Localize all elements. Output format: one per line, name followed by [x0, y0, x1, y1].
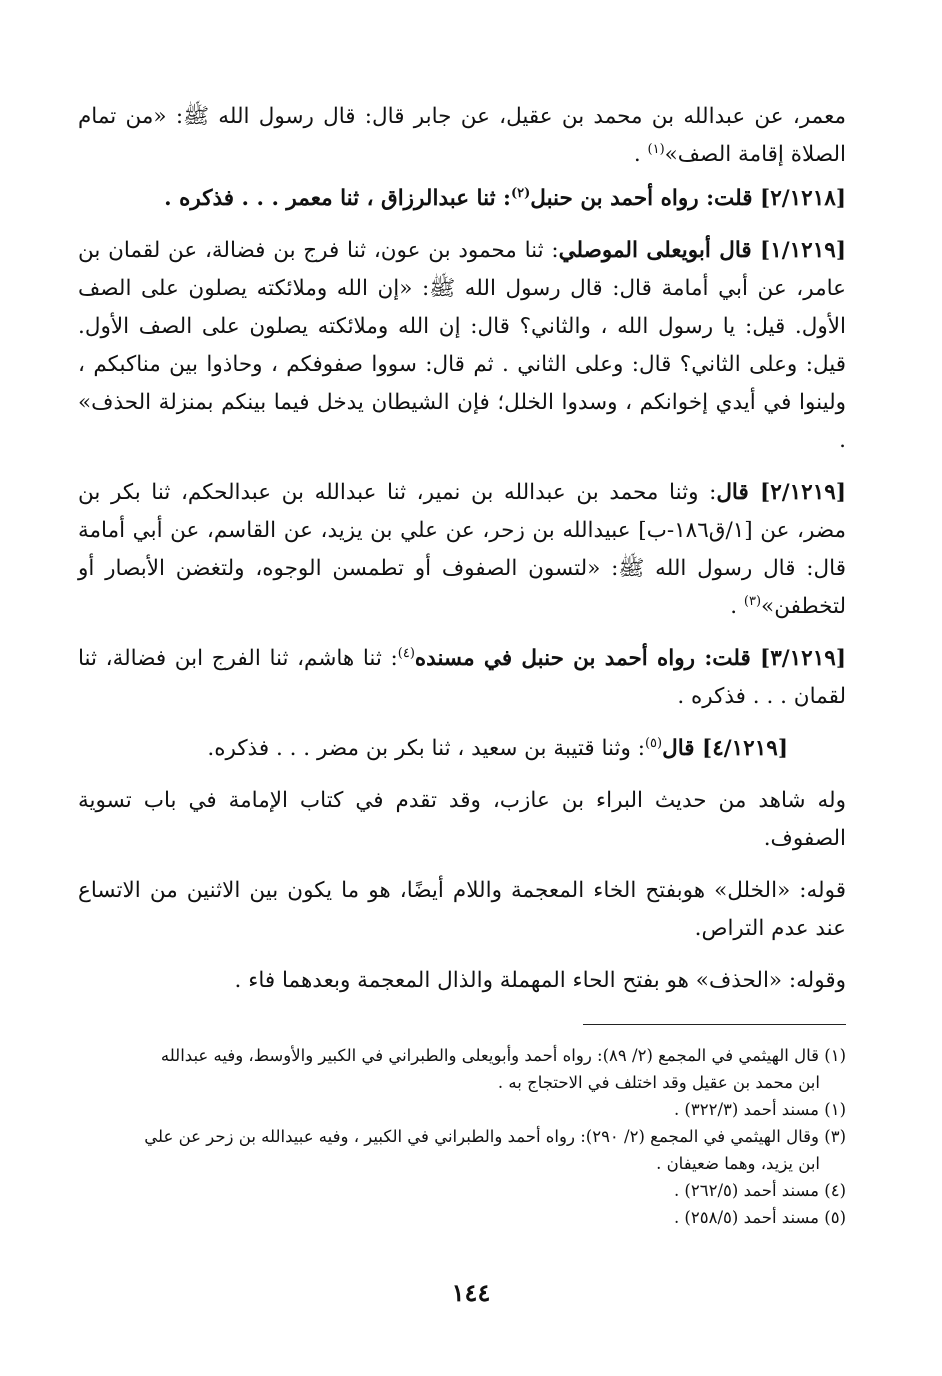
footnote-ref: (٣) — [743, 593, 762, 609]
commentary-paragraph: قوله: «الخلل» هوبفتح الخاء المعجمة واللام أيضًا، هو ما يكون بين الاثنين من الاتساع عند عدم التراص. — [78, 878, 846, 941]
footnote-ref: (١) — [647, 141, 665, 157]
footnotes — [78, 1042, 846, 1231]
hadith-entry-1219-1: [١/١٢١٩] قال أبويعلى الموصلي: ثنا محمود بن عون، ثنا فرج بن فضالة، عن لقمان بن عامر، عن أبي أمامة قال: قال رسول الله ﷺ: «إن الله وملائكته يصلون على الصف الأول. قيل: يا رسول الله ، والثاني؟ قال: إن الله وملائكته يصلون على الصف الأول. قيل: وعلى الثاني؟ قال: وعلى الثاني . ثم قال: سووا صفوفكم ، وحاذوا بين مناكبكم ، ولينوا في أيدي إخوانكم ، وسدوا الخلل؛ فإن الشيطان يدخل فيما بينكم بمنزلة الحذف» . — [78, 238, 847, 453]
footnote-continuation: ابن محمد بن عقيل وقد اختلف في الاحتجاج به . — [497, 1073, 820, 1092]
hadith-entry-1218-2: [٢/١٢١٨] قلت: رواه أحمد بن حنبل$^{(٢)}$: ثنا عبدالرزاق ، ثنا معمر . . . فذكره . — [164, 185, 846, 211]
hadith-entry-1219-2: [٢/١٢١٩] قال: وثنا محمد بن عبدالله بن نمير، ثنا عبدالله بن عبدالحكم، ثنا بكر بن مضر، عن [١/ق١٨٦-ب] عبيدالله بن زحر، عن علي بن يزيد، عن القاسم، عن أبي أمامة قال: قال رسول الله ﷺ: «لتسون الصفوف أو تطمسن الوجوه، ولتغضن الأبصار أو لتخطفن»$^{(٣)}$ . — [78, 480, 846, 619]
footnote-divider — [583, 1024, 846, 1025]
footnote: (٤) مسند أحمد (٢٦٢/٥) . — [673, 1181, 846, 1200]
commentary-paragraph: وقوله: «الحذف» هو بفتح الحاء المهملة والذال المعجمة وبعدهما فاء . — [234, 968, 846, 993]
footnote: (٥) مسند أحمد (٢٥٨/٥) . — [673, 1208, 846, 1227]
hadith-entry-1219-3: [٣/١٢١٩] قلت: رواه أحمد بن حنبل في مسنده$^{(٤)}$: ثنا هاشم، ثنا الفرج ابن فضالة، ثنا لقمان . . . فذكره . — [78, 645, 846, 709]
page-number: ١٤٤ — [451, 1278, 491, 1307]
footnote-continuation: ابن يزيد، وهما ضعيفان . — [656, 1154, 820, 1173]
footnote-ref: (٤) — [397, 645, 415, 661]
main-text — [78, 98, 846, 1014]
footnote-ref: (٥) — [644, 735, 663, 751]
paragraph-continuation: معمر، عن عبدالله بن محمد بن عقيل، عن جابر قال: قال رسول الله ﷺ: «من تمام الصلاة إقامة الصف»$^{(١)}$ . — [78, 104, 846, 167]
footnote: (١) مسند أحمد (٣٢٢/٣) . — [673, 1100, 846, 1119]
footnote-ref: (٢) — [510, 185, 531, 201]
footnote: (٣) وقال الهيثمي في المجمع (٢/ ٢٩٠): رواه أحمد والطبراني في الكبير ، وفيه عبيدالله بن زحر عن علي — [144, 1127, 846, 1146]
hadith-entry-1219-4: [٤/١٢١٩] قال$^{(٥)}$: وثنا قتيبة بن سعيد ، ثنا بكر بن مضر . . . فذكره. — [207, 735, 788, 761]
footnote: (١) قال الهيثمي في المجمع (٢/ ٨٩): رواه أحمد وأبويعلى والطبراني في الكبير والأوسط، وفيه عبدالله — [160, 1046, 846, 1065]
commentary-paragraph: وله شاهد من حديث البراء بن عازب، وقد تقدم في كتاب الإمامة في باب تسوية الصفوف. — [78, 788, 846, 851]
